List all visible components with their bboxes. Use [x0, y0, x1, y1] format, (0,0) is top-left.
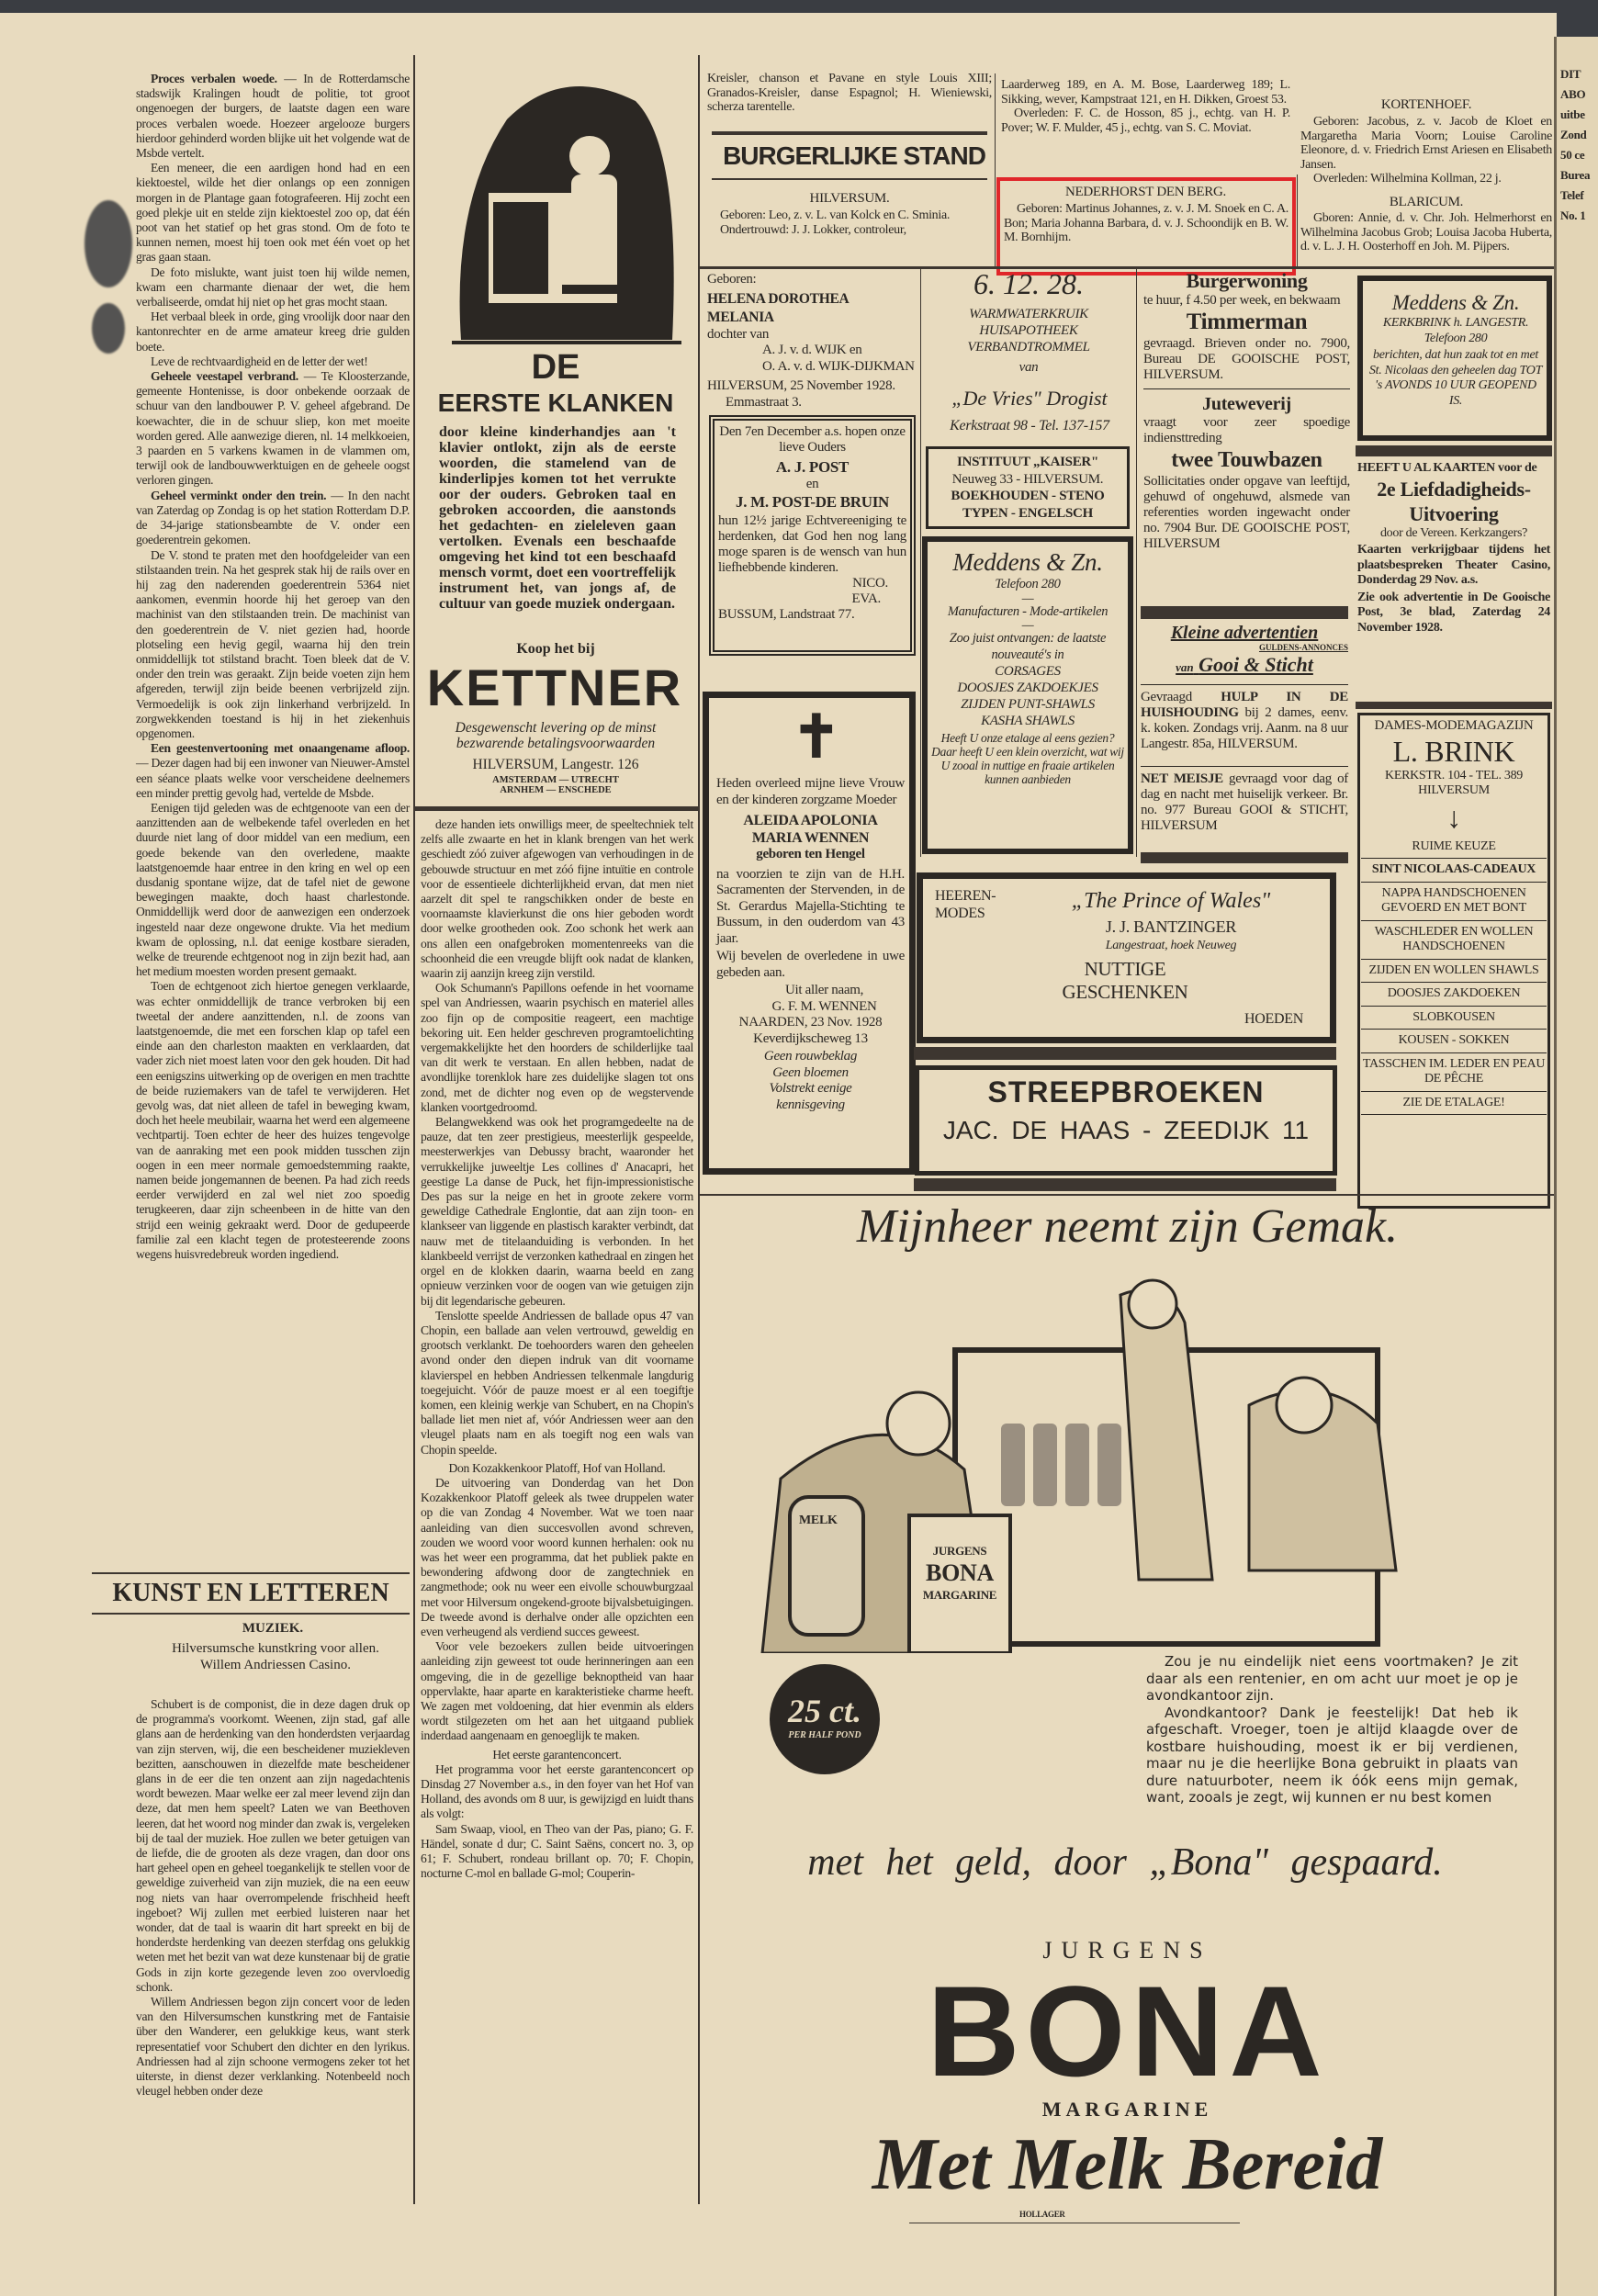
child-name: HELENA DOROTHEA MELANIA — [707, 290, 849, 325]
category: Manufacturen - Mode-artikelen — [947, 603, 1108, 619]
list-item: uitbe — [1560, 107, 1585, 121]
registry-births: Geboren: Jacobus, z. v. Jacob de Kloet en Margaretha Maria Voorn; Louise Caroline Eleonore, d. v. Friedrich Ernst Ariesen en Elisabeth Jansen. — [1300, 115, 1552, 172]
paragraph — [421, 1309, 693, 1458]
intro: Heden overleed mijne lieve Vrouw en der kinderen zorgzame Moeder — [716, 776, 905, 807]
concert-program-end: Kreisler, chanson et Pavane en style Louis XIII; Granados-Kreisler, danse Espagnol; H. Wieniewski, scherza tarentelle. — [707, 72, 992, 114]
title: Uitvoering — [1409, 501, 1499, 525]
subtitle: GULDENS-ANNONCES — [1258, 643, 1348, 652]
registry-text — [1300, 211, 1552, 254]
note: Geen rouwbeklag — [763, 1049, 858, 1064]
prince-gifts: NUTTIGE — [1084, 958, 1166, 980]
paragraph — [136, 355, 410, 369]
list-item: ABO — [1560, 87, 1586, 101]
ink-stain — [92, 303, 125, 354]
address: KERKBRINK h. LANGESTR. — [1382, 316, 1529, 330]
list-item: 50 ce — [1560, 148, 1585, 162]
review-text — [421, 817, 693, 1458]
section-heading-kunst: KUNST EN LETTEREN — [112, 1579, 389, 1607]
list-item: ZIJDEN EN WOLLEN SHAWLS — [1361, 960, 1547, 984]
phone: Telefoon 280 — [995, 577, 1061, 591]
streepbroeken-title: STREEPBROEKEN — [987, 1075, 1265, 1109]
item: CORSAGES — [995, 664, 1061, 679]
registry-deaths: Overleden: F. C. de Hosson, 85 j., echtg. van H. P. Pover; W. F. Mulder, 45 j., echtg. van S. C. Moviat. — [1001, 107, 1290, 135]
paragraph — [136, 489, 410, 548]
courses: BOEKHOUDEN - STENO — [951, 489, 1105, 503]
place-heading: BLARICUM. — [1389, 195, 1464, 209]
bona-dialogue — [1146, 1653, 1518, 1806]
body: te huur, f 4.50 per week, en bekwaam — [1143, 293, 1341, 308]
label: Gevraagd — [1141, 690, 1192, 704]
item: ZIJDEN PUNT-SHAWLS — [961, 697, 1095, 712]
list-item: SLOBKOUSEN — [1361, 1007, 1547, 1030]
list-item: KOUSEN - SOKKEN — [1361, 1030, 1547, 1053]
name: A. J. POST — [775, 458, 850, 476]
registry-births: Geboren: Leo, z. v. L. van Kolck en C. Sminia. — [720, 208, 951, 222]
place-date: HILVERSUM, 25 November 1928. — [707, 378, 895, 393]
meddens-text: Meddens & Zn. Telefoon 280 — Manufacturen - Mode-artikelen — Zoo juist ontvangen: de laatste nouveauté's in CORSAGES DOOSJES ZAKDOEKJES ZIJDEN PUNT-SHAWLS KASHA SHAWLS Heeft U onze etalage al eens gezien? Daar heeft U een klein overzicht, wat wij U zooal in nuttige en fraaie artikelen kunnen aanbieden — [931, 548, 1124, 786]
paragraph — [136, 548, 410, 742]
label: van — [1176, 660, 1194, 674]
article-text: De foto mislukte, want juist toen hij wilde nemen, kwam een charmante dienaar der wet, die hem verbaliseerde, omdat hij niet op het gras mocht staan. — [136, 264, 410, 310]
adjacent-page-edge — [1554, 37, 1598, 2296]
organizer: door de Vereen. Kerkzangers? — [1379, 525, 1528, 540]
list-item: Telef — [1560, 188, 1584, 202]
list-item: WASCHLEDER EN WOLLEN HANDSCHOENEN — [1361, 921, 1547, 960]
column-divider — [698, 55, 700, 2204]
list-item: TASSCHEN IM. LEDER EN PEAU DE PÊCHE — [1361, 1053, 1547, 1092]
article-lead: Geheel verminkt onder den trein. — [151, 488, 327, 502]
registry-marriages: Ondertrouwd: J. J. Lokker, controleur, — [720, 222, 906, 237]
brand: Meddens & Zn. — [1391, 291, 1520, 314]
intro: Den 7en December a.s. hopen onze lieve Ouders — [719, 424, 906, 455]
ad-category: HOEDEN — [1244, 1011, 1303, 1027]
bona-tagline: Met Melk Bereid — [872, 2124, 1383, 2205]
body: Zie ook advertentie in De Gooische Post, 3e blad, Zaterdag 24 November 1928. — [1357, 590, 1550, 635]
body: gevraagd voor dag of dag en nacht met huiselijk verkeer. Br. no. 977 Bureau GOOI & STICHT, HILVERSUM — [1141, 771, 1348, 833]
brink-text — [1361, 718, 1547, 1115]
signoff: Uit aller naam, — [784, 983, 864, 997]
article-text: Het verbaal bleek in orde, ging vroolijk door naar den kantonrechter en de arme amateur kreeg drie gulden boete. — [136, 310, 410, 354]
registry-text — [1300, 115, 1552, 186]
paragraph — [136, 310, 410, 355]
title: twee Touwbazen — [1171, 448, 1322, 472]
brand: Gooi & Sticht — [1198, 653, 1313, 676]
streepbroeken-address: JAC. DE HAAS - ZEEDIJK 11 — [942, 1116, 1310, 1144]
ad-call: Koop het bij — [516, 641, 595, 657]
list-item: ZIE DE ETALAGE! — [1361, 1092, 1547, 1116]
signer: G. F. M. WENNEN — [771, 998, 877, 1014]
body: vraagt voor zeer spoedige indiensttreding — [1143, 415, 1350, 445]
article-text: Schubert is de componist, die in deze dagen druk op de programma's voorkomt. Weenen, zijn stad, gaf alle glans aan de herdenking van den honderdsten verjaardag van zijn sterven, wij, die een bescheidener muziekleven bezitten, aanschouwen in diezelfde mate bescheidener glans in de eer die ten onzent aan zijn nagedachtenis wordt bewezen. Maar welke eer zal meer levend zijn dan deze, dat men hem speelt? Laten we van Beethoven leeren, dat het woord nog minder dan zwak is, vergeleken bij de taal der muziek. Hoe zullen we beter getuigen van de liefde, die de grooten als deze vragen, dan door ons hart geheel open en geheel toegankelijk te stellen voor de geweldige zuiverheid van zijn muziek, die na een eeuw nog niets van haar overrompelende frischheid heeft ingeboet? Wij zullen met eerbied luisteren naar het wonder, dat de taal is waarin dit hart spreekt en bij de honderdste herdenking van deezen sterfdag ons gelukkig weten met het bezit van wat deze kunstenaar bij de gratie Gods in zijn korte gezegende leven zoo overvloedig schonk. — [136, 1697, 410, 1994]
title: HULP IN DE HUISHOUDING — [1141, 690, 1348, 720]
article-text: Leve de rechtvaardigheid en de letter der wet! — [151, 354, 368, 368]
item: DOOSJES ZAKDOEKJES — [957, 681, 1098, 695]
list-item: DIT — [1560, 67, 1581, 81]
cross-icon: ✝ — [792, 704, 841, 770]
dialogue-line: Avondkantoor? Dank je feestelijk! Dat heb ik afgeschaft. Vroeger, toen je altijd klaagde over de kostbare huishouding, moest ik er bij verdienen, maar nu je die heerlijke Bona gebruikt in plaats van dure natuurboter, neem ik óók eens mijn gemak, want, zooals je zegt, wij kunnen er nu best komen — [1146, 1704, 1518, 1806]
product: VERBANDTROMMEL — [967, 340, 1090, 355]
name: J. M. POST-DE BRUIN — [736, 493, 889, 511]
subheading: Het eerste garantenconcert. — [492, 1747, 622, 1761]
divider — [914, 1178, 1336, 1191]
paragraph — [421, 981, 693, 1115]
paragraph — [136, 801, 410, 979]
branch-line: ARNHEM — ENSCHEDE — [500, 785, 612, 795]
birth-announcement — [707, 272, 917, 411]
paragraph — [421, 1639, 693, 1743]
ad-date: 6. 12. 28. — [973, 267, 1084, 300]
title: Kleine advertentien — [1170, 623, 1319, 643]
kaiser-text — [929, 454, 1126, 522]
adjacent-page-text — [1557, 37, 1598, 226]
column-music-review — [136, 1697, 410, 2099]
list-item: Burea — [1560, 168, 1591, 182]
drogist-logo: „De Vries" Drogist — [951, 387, 1108, 410]
ad-headline: EERSTE KLANKEN — [437, 388, 674, 417]
divider — [712, 178, 987, 180]
pack-sub: MARGARINE — [922, 1588, 997, 1602]
meddens-hours-text — [1368, 290, 1543, 409]
list-item: DOOSJES ZAKDOEKEN — [1361, 983, 1547, 1007]
article-lead: Een geestenvertooning met onaangename afloop. — [151, 741, 410, 756]
note: Geen bloemen — [772, 1064, 849, 1080]
bona-headline: Mijnheer neemt zijn Gemak. — [856, 1200, 1399, 1253]
article-text: Belangwekkend was ook het programgedeelte na de pauze, dat ten zeer prestigieus, meesterlijk gespeelde, meesterwerkjes van Debussy bracht, waaronder het verrukkelijke juweeltje Les collines d' Anacapri, het geestige La danse de Puck, het fijn-impressionistische Des pas sur la neige en het in groote zekere vorm geweldige Cathedrale Englontie, dat aan zijn toon- en klankseer van liggende en plastisch karakter verbindt, dat nauw met de titelaanduiding is verbonden. In het klankbeeld verrijst de verzonken kathedraal en zingen het orgel en de klokken daarin, waarna beeld en zang opnieuw verzinken voor de oogen van wie getuigen zijn bij dit legendarische gebeuren. — [421, 1115, 693, 1308]
signer: EVA. — [851, 591, 881, 606]
article-text: Sam Swaap, viool, en Theo van der Pas, piano; G. F. Händel, sonate d dur; C. Saint Saëns, concert no. 3, op 61; F. Schubert, rondeau brillant op. 70; F. Chopin, nocturne C-mol en ballade G-mol; Couperin- — [421, 1821, 693, 1881]
body: gevraagd. Brieven onder no. 7900, Bureau DE GOOISCHE POST, HILVERSUM. — [1143, 336, 1350, 382]
ad-category: HEEREN- MODES — [935, 888, 996, 921]
brand: Meddens & Zn. — [952, 548, 1103, 576]
review-text — [421, 1476, 693, 1744]
column-divider — [1297, 174, 1298, 266]
body: Heeft U onze etalage al eens gezien? Daar heeft U een klein overzicht, wat wij U zooal in nuttige en fraaie artikelen kunnen aanbieden — [931, 731, 1124, 786]
ad-address: HILVERSUM, Langestr. 126 — [472, 757, 639, 772]
margarine-label: MARGARINE — [1041, 2098, 1213, 2121]
divider — [1141, 852, 1348, 863]
article-text: — In den nacht van Zaterdag op Zondag is op het station Rotterdam D.P. de 34-jarige stationsbeambte de V. onder een goederentrein gekomen. — [136, 488, 411, 547]
bona-logo: BONA — [927, 1959, 1328, 2103]
ink-stain — [84, 200, 132, 287]
article-text: deze handen iets onwilligs meer, de speeltechniek telt zelfs alle zwaarte en het in klank brengen van het werk geschiedt zóó zuiver afgewogen van verhoudingen in de gebouwde structuur en met zóó fijne intuïtie en controle voor de essentieele dichterlijkheid ervan, dat men niet aarzelt dit spel te rangschikken onder de beste en voornaamste klavierkunst die ons hier geboden wordt door welke grootheden ook. Zoo schonk het werk aan ons allen een onafgebroken momentenreeks van die schoonheid die een vreugde blijft ook nadat de klanken, waarin zij aanzijn kreeg zijn verstild. — [421, 817, 693, 981]
list-item: RUIME KEUZE — [1361, 836, 1547, 860]
divider — [1356, 445, 1552, 456]
price: 25 ct. — [788, 1693, 861, 1729]
city: HILVERSUM — [1418, 783, 1490, 797]
product: WARMWATERKRUIK — [969, 307, 1088, 321]
bona-package — [911, 1543, 1008, 1604]
couple-illustration — [735, 1267, 1525, 1653]
price-unit: PER HALF POND — [788, 1730, 861, 1740]
prince-brand: „The Prince of Wales" — [1071, 889, 1271, 913]
column-divider — [995, 73, 996, 266]
note: Volstrekt eenige kennisgeving — [769, 1081, 852, 1112]
title: Burgerwoning — [1186, 269, 1308, 292]
paragraph — [136, 161, 410, 264]
agency-credit: HOLLAGER — [1019, 2210, 1065, 2219]
top-line: DAMES-MODEMAGAZIJN — [1374, 718, 1534, 733]
branch-line: AMSTERDAM — UTRECHT — [492, 775, 619, 785]
gooi-sticht-logo — [1141, 623, 1348, 680]
address: Neuweg 33 - HILVERSUM. — [951, 471, 1104, 487]
name: ALEIDA APOLONIA — [743, 813, 878, 828]
article-text: Ook Schumann's Papillons oefende in het voorname spel van Andriessen, waarin psychisch en materiel alles zoo fijn op de compositie reageert, een machtige bekoring uit. Een helder geschreven programtoelichting vergemakkelijkte het den hoorders de schilderlijke taal van dit werk te verstaan. En allen hebben, nadat de avondlijke torenklok hare zes duidelijke slagen tot ons zond, met de dichter nog even op de wegstervende klanken voortgedroomd. — [421, 981, 693, 1114]
label: van — [1018, 360, 1039, 375]
list-item: NAPPA HANDSCHOENEN GEVOERD EN MET BONT — [1361, 883, 1547, 921]
registry-deaths: Overleden: Wilhelmina Kollman, 22 j. — [1313, 172, 1502, 186]
place-heading: HILVERSUM. — [809, 191, 890, 206]
paragraph — [421, 1115, 693, 1309]
section-heading-burgerlijke-stand: BURGERLIJKE STAND — [723, 141, 985, 170]
title: 2e Liefdadigheids- — [1377, 477, 1531, 501]
article-text: Tenslotte speelde Andriessen de ballade opus 47 van Chopin, een ballade aan velen vertrouwd, geweldig en grootsch verklankt. De toehoorders waren den geheelen avond onder den diepen indruk van dit voorname klavierspel en hebben Andriessen telkenmale langdurig toegejuicht. Vóór de pauze moest er al een toegiftje komen, een kleinig werkje van Schubert, en na Chopin's ballade liet men niet af, vóór Andriessen weer aan den vleugel plaats nam en als toegift nog een wals van Chopin speelde. — [421, 1308, 693, 1457]
courses: TYPEN - ENGELSCH — [962, 505, 1093, 521]
column-review-continued — [421, 817, 693, 1881]
death-text — [716, 776, 905, 1113]
title: Timmerman — [1186, 310, 1308, 334]
paragraph — [136, 369, 410, 489]
article-text: Het programma voor het eerste garantenconcert op Dinsdag 27 November a.s., in den foyer van het Hof van Holland, des avonds om 8 uur, is gewijzigd en luidt thans als volgt: — [421, 1761, 693, 1821]
paragraph — [136, 741, 410, 801]
paragraph — [136, 1995, 410, 2099]
article-text: Een meneer, die een aardigen hond had en een kiektoestel, wilde het dier onlangs op een zonnigen morgen in de Plantage gaan fotografeeren. Hij zocht een goed plekje uit en stelde zijn kiektoestel zoo op, dat één poot van het statief op het gras stond. Om de foto te kunnen nemen, moest hij toen ook met één voet op het gras gaan staan. — [136, 161, 410, 264]
household-help-ad — [1141, 684, 1348, 752]
paragraph — [421, 1822, 693, 1882]
list-item: Zond — [1560, 128, 1587, 141]
prince-gifts: GESCHENKEN — [1062, 981, 1188, 1003]
name: MARIA WENNEN — [751, 830, 870, 846]
body: berichten, dat hun zaak tot en met St. Nicolaas den geheelen dag TOT 's AVONDS 10 UUR GEOPEND IS. — [1368, 348, 1543, 408]
brand: L. BRINK — [1392, 734, 1515, 768]
place-heading-nederhorst: NEDERHORST DEN BERG. — [1065, 185, 1226, 199]
divider — [914, 1047, 1336, 1060]
registry-text — [707, 208, 992, 237]
column-divider — [920, 269, 921, 857]
top-line: HEEFT U AL KAARTEN voor de — [1357, 461, 1537, 475]
address: KERKSTR. 104 - TEL. 389 — [1385, 768, 1523, 782]
address: Emmastraat 3. — [726, 394, 802, 410]
parents: O. A. v. d. WIJK-DIJKMAN — [762, 358, 915, 374]
article-lead: Proces verbalen woede. — [151, 72, 277, 85]
maiden-name: geboren ten Hengel — [756, 847, 865, 861]
drogist-products — [923, 306, 1134, 376]
message: hun 12½ jarige Echtvereeniging te herdenken, dat God hen nog lang moge sparen is de wensch van hun liefhebbende kinderen. — [718, 513, 906, 575]
body: bij 2 dames, eenv. k. koken. Zondags vrij. Aanm. na 8 uur Langestr. 85a, HILVERSUM. — [1141, 705, 1348, 751]
prince-owner: J. J. BANTZINGER — [1105, 917, 1237, 936]
price-badge — [770, 1664, 880, 1774]
label: Geboren: — [707, 272, 757, 287]
milk-label: MELK — [799, 1514, 838, 1527]
label: dochter van — [707, 326, 770, 342]
divider — [1356, 702, 1552, 709]
article-text: — In de Rotterdamsche stadswijk Kralingen houdt de politie, tot groot ongenoegen der burgers, de laatste dagen een ware proces verbalen woede. Hoezeer argelooze burgers hierdoor gehinderd worden blijke uit het volgende wat de Msbde vertelt. — [136, 72, 410, 161]
divider — [92, 1613, 410, 1615]
divider — [700, 1194, 1554, 1196]
dialogue-line: Zou je nu eindelijk niet eens voortmaken? Je zit daar als een rentenier, en om acht uur moet je op je avondkantoor zijn. — [1146, 1653, 1518, 1704]
divider — [413, 806, 698, 811]
divider — [712, 131, 987, 135]
parents: A. J. v. d. WIJK en — [762, 343, 862, 357]
paragraph — [136, 1697, 410, 1995]
place-heading: KORTENHOEF. — [1380, 97, 1472, 112]
column-divider — [1136, 269, 1137, 857]
registry-births: Gboren: Annie, d. v. Chr. Joh. Helmerhorst en Wilhelmina Jacobus Grob; Louisa Jacoba Huberta, d. v. L. J. H. Oosterhoff en Joh. M. Pijpers. — [1300, 211, 1552, 253]
article-text: — Dezer dagen had bij een inwoner van Nieuwer-Amstel een séance plaats welke voor verscheidene deelnemers een minder prettig gevolg had, vertelde de Msbde. — [136, 756, 410, 800]
paragraph — [136, 72, 410, 161]
drogist-address: Kerkstraat 98 - Tel. 137-157 — [950, 418, 1109, 433]
subheading: Don Kozakkenkoor Platoff, Hof van Holland. — [448, 1460, 666, 1475]
arrow-down-icon: ↓ — [1446, 800, 1461, 834]
body: Sollicitaties onder opgave van leeftijd, gehuwd of ongehuwd, alsmede van referenties worden ingewacht onder no. 7904 Bur. DE GOOISCHE POST, HILVERSUM — [1143, 474, 1350, 551]
article-text: De uitvoering van Donderdag van het Don Kozakkenkoor Platoff geleek als twee druppelen water op die van Zondag 4 November. Wat we toen naar aanleiding van dien succesvollen avond schreven, zouden we woord voor woord kunnen herhalen: ook nu was het weer een programma, dat het publiek pakte en bewondering afdwong door de zangtechniek en zangmethode; ook nu weer een eivolle schouwburgzaal met voor Hilversum ongekend-groote bijvalsbetuigingen. De tweede avond is derhalve onder alle opzichten een even verheugend als verdiend succes geweest. — [421, 1475, 693, 1638]
column-divider — [413, 55, 415, 2204]
paragraph — [136, 979, 410, 1262]
title: Juteweverij — [1202, 394, 1291, 414]
product: HUISAPOTHEEK — [979, 323, 1078, 338]
article-text: Toen de echtgenoot zich hiertoe genegen verklaarde, was echter onmiddellijk de trance verbroken bij een tweetal der andere aanzittenden, n.l. de zoons van laatstgenoemde, die met een forschen klap op tafel een einde aan den charleston maakten en verklaarden, dat vader zich niet moest laten voor den gek houden. Dit had een eenigszins uitwerking op de overigen en men trachtte de beide ruziemakers van de tafel te verwijderen. Het gevolg was, dat niet alleen de tafel in beweging kwam, doch het heele meubilair, waarna het werd een algemeene vechtpartij. Toen echter de heer des huizes tengevolge van de aanraking met een pook midden tusschen zijn oogen in een meer normale gemoedstemming raakte, namen beide jongemannen de beenen. Pa had zich reeds eerder verwijderd en zal wel niet zoo spoedig terugkeeren, daar zijn scheenbeen in de hitte van den strijd een weinig gekraakt werd. Door de gedupeerde familie zal een klacht tegen de protesteerende zoons wegens huisvredebreuk worden ingediend. — [136, 979, 410, 1262]
body: Kaarten verkrijgbaar tijdens het plaatsbespreken Theater Casino, Donderdag 29 Nov. a.s. — [1357, 543, 1550, 587]
review-text — [421, 1762, 693, 1882]
concert-title: Hilversumsche kunstkring voor allen. Willem Andriessen Casino. — [172, 1641, 379, 1672]
paragraph — [421, 1762, 693, 1822]
pack-name: BONA — [926, 1559, 994, 1586]
registry-nederhorst — [1004, 202, 1289, 245]
paragraph — [421, 1476, 693, 1639]
prayer: Wij bevelen de overledene in uwe gebeden aan. — [716, 949, 905, 980]
ad-branches — [418, 775, 693, 795]
paragraph — [136, 265, 410, 310]
pack-brand: JURGENS — [932, 1544, 987, 1558]
anniversary-text — [718, 424, 906, 623]
article-text: Eenigen tijd geleden was de echtgenoote van een der aanzittenden aan de welbekende tafel overleden en het duurde niet lang of door middel van een medium, een goede bekende van den overledene, maakte laatstgenoemde haar entree in den kring en wel op een dusdanig spontane wijze, dat de tafel niet de gewone bewegingen maakte, doch haast charlestonde. Onmiddellijk werd door de aanwezigen een onderzoek ingesteld naar deze ongewone drukte. Via het medium kwam de oplossing, n.l. dat eenige kostbare sieraden, welke de treurende echtgenoot nog in zijn bezit had, aan het medium moesten worden present gemaakt. — [136, 800, 410, 979]
article-text: Voor vele bezoekers zullen beide uitvoeringen aanleiding zijn geweest tot oude herinneringen aan een omgeving, die in de gezellige beknoptheid van haar oppervlakte, haar aparte en karakteristieke charme heeft. We zagen met voldoening, dat hier evenmin als elders wordt stilgezeten om het aan het uitgaand publiek inderdaad aangenaam en genoeglijk te maken. — [421, 1639, 693, 1743]
charity-concert-ad — [1357, 461, 1550, 636]
paragraph — [421, 817, 693, 981]
intro: Zoo juist ontvangen: de laatste nouveauté's in — [949, 631, 1107, 662]
maid-ad — [1141, 766, 1348, 834]
article-lead: Geheele veestapel verbrand. — [151, 369, 298, 384]
place-date: NAARDEN, 23 Nov. 1928 — [738, 1015, 883, 1030]
divider — [92, 1572, 410, 1574]
article-text: De V. stond te praten met den hoofdgeleider van een stilstaanden trein. Na het gesprek stak hij de rails over en hij zag den naderenden goederentrein 5364 niet aankomen, evenmin hoorde hij het geroep van den machinist van den stilstaanden trein. De machinist van den goederentrein de V. niet gezien had, hoorde plotseling een hevig gegil, waarna hij den trein onmiddellijk tot stilstand bracht. Toen bleek dat de V. onder den trein was geraakt. Zijn beide voeten zijn hem afgereden, terwijl zijn beide beenen verbrijzeld zijn. Vermoedelijk is ook zijn linkerhand verbrijzeld. In zorgwekkenden toestand is hij in het ziekenhuis opgenomen. — [136, 547, 410, 740]
message: na voorzien te zijn van de H.H. Sacramenten der Stervenden, in de St. Gerardus Majella-Stichting te Bussum, in den ouderdom van 43 jaar. — [716, 866, 905, 946]
address: Keverdijkscheweg 13 — [753, 1030, 868, 1046]
jurgens-logo: JURGENS — [1042, 1937, 1212, 1964]
ad-body: door kleine kinderhandjes aan 't klavier ontlokt, zijn als de eerste woorden, die stamelend van de kinderlipjes komen tot het verrukte oor der ouders. Gebroken taal en gebroken accoorden, die aanstonds het gedachten- en zieleleven gaan vertolken. Evenals een beschaafde omgeving het kind tot een beschaafd mensch vormt, doet een voortreffelijk instrument het, van jongs af, de cultuur van goede muziek ondergaan. — [439, 424, 676, 612]
title: NET MEISJE — [1141, 771, 1223, 786]
registry-births: Geboren: Martinus Johannes, z. v. J. M. Snoek en C. A. Bon; Maria Johanna Barbara, d. v. J. Schoondijk en B. W. M. Bornhijm. — [1004, 202, 1289, 244]
divider — [1141, 606, 1348, 619]
address: BUSSUM, Landstraat 77. — [718, 607, 855, 622]
ad-headline: DE — [531, 348, 580, 387]
signer: NICO. — [852, 576, 888, 591]
registry-text — [1001, 78, 1290, 135]
job-ads — [1143, 269, 1350, 552]
registry-marriages: Laarderweg 189, en A. M. Bose, Laarderweg 189; L. Sikking, wever, Kampstraat 121, en H. Dikken, Groest 53. — [1001, 78, 1290, 107]
subheading-muziek: MUZIEK. — [242, 1621, 304, 1636]
brink-items — [1361, 836, 1547, 1116]
piano-child-illustration — [424, 64, 691, 349]
label: en — [805, 477, 819, 491]
ad-tagline: Desgewenscht levering op de minst bezwarende betalingsvoorwaarden — [455, 720, 657, 751]
title: INSTITUUT „KAISER" — [957, 455, 1098, 469]
kettner-logo: KETTNER — [426, 658, 683, 716]
column-news — [136, 72, 410, 1262]
phone: Telefoon 280 — [1424, 331, 1488, 345]
prince-address: Langestraat, hoek Neuweg — [1105, 939, 1237, 952]
item: KASHA SHAWLS — [981, 714, 1075, 728]
bona-slogan: met het geld, door „Bona" gespaard. — [807, 1841, 1443, 1884]
article-text: Willem Andriessen begon zijn concert voor de leden van den Hilversumschen kunstkring met de Fantaisie über den Wanderer, een gelukkige keus, want sterk representatief voor Schubert den dichter en den lyrikus. Andriessen had al zijn schoone vermogens zeker tot het uiterste, in dienst dezer verklanking. Notenbeeld noch vleugel hebben onder deze — [136, 1995, 410, 2099]
list-item: No. 1 — [1560, 208, 1586, 222]
list-item: SINT NICOLAAS-CADEAUX — [1361, 859, 1547, 883]
article-text: — Te Kloosterzande, gemeente Hontenisse, is door onbekende oorzaak de schuur van den landbouwer P. V. geheel afgebrand. De koewachter, die in de schuur sliep, kon met moeite worden gered. Alle aanwezige dieren, nl. 14 melkkoeien, 3 paarden en 5 varkens kwamen in de vlammen om, terwijl ook de landbouwwerktuigen en de geheele oogst verloren gingen. — [136, 369, 410, 488]
